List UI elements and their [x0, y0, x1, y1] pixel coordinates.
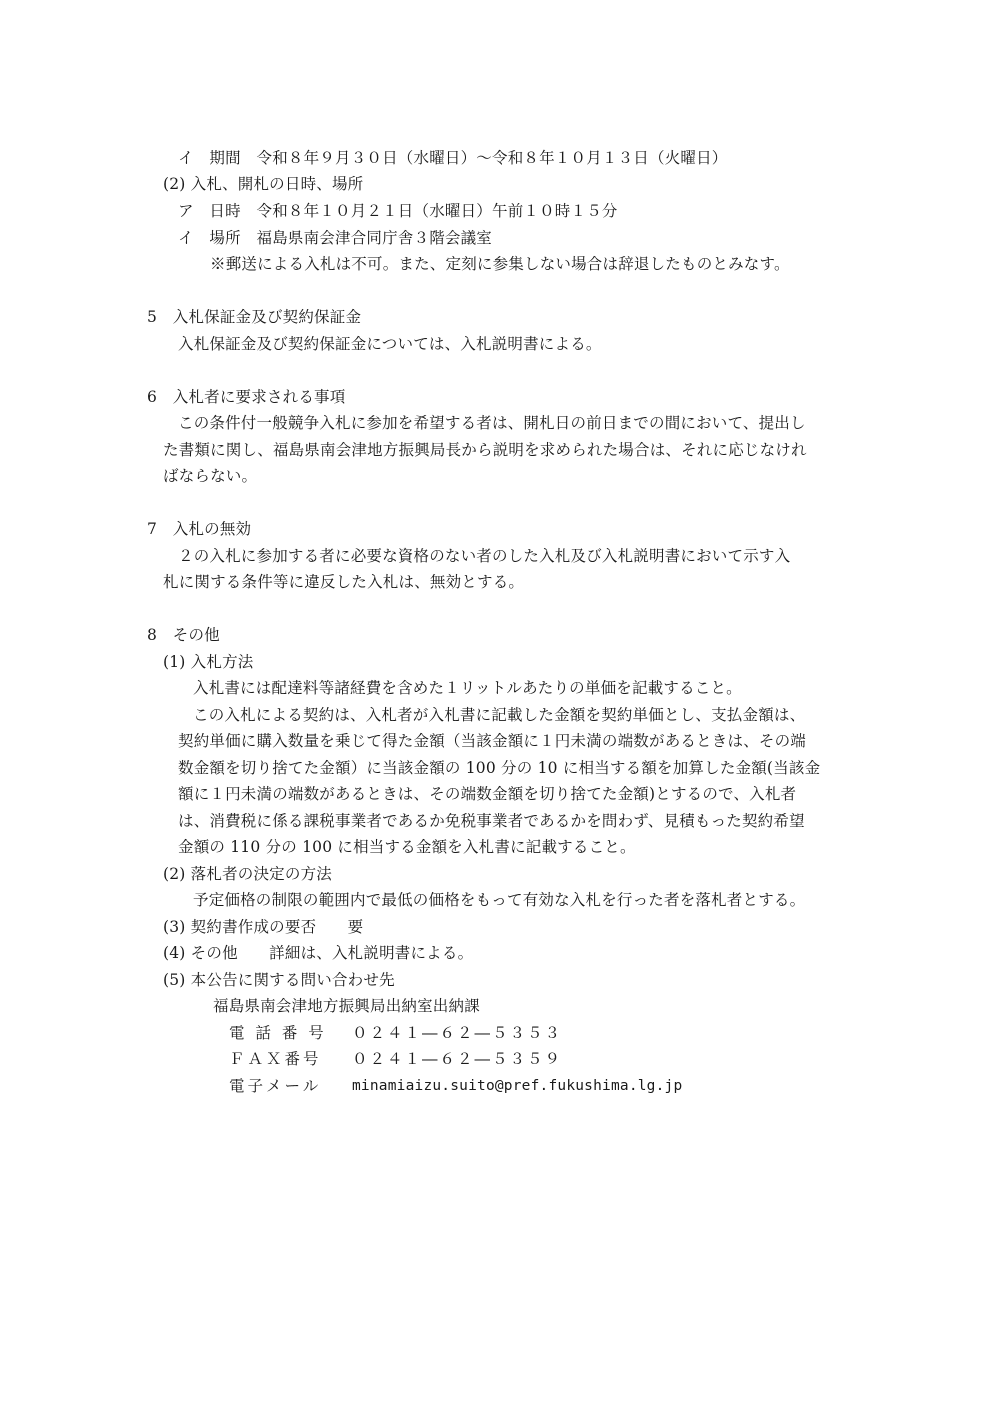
sec8-s1-p2-line-5: は、消費税に係る課税事業者であるか免税事業者であるかを問わず、見積もった契約希望 [178, 812, 805, 830]
sec8-s1-p2-line-2: 契約単価に購入数量を乗じて得た金額（当該金額に１円未満の端数があるときは、その端 [178, 732, 807, 750]
item2-datetime: ア 日時 令和８年１０月２１日（水曜日）午前１０時１５分 [178, 202, 618, 220]
item2-heading: (2) 入札、開札の日時、場所 [163, 175, 364, 193]
sec8-s4: (4) その他 詳細は、入札説明書による。 [163, 944, 474, 962]
sec5-body: 入札保証金及び契約保証金については、入札説明書による。 [178, 335, 602, 353]
sec8-s1-heading: (1) 入札方法 [163, 653, 254, 671]
sec5-heading: 5 入札保証金及び契約保証金 [147, 308, 362, 326]
sec6-line-3: ばならない。 [163, 467, 258, 485]
item2-note: ※郵送による入札は不可。また、定刻に参集しない場合は辞退したものとみなす。 [210, 255, 790, 273]
item2-place: イ 場所 福島県南会津合同庁舎３階会議室 [178, 229, 493, 247]
period-line: イ 期間 令和８年９月３０日（水曜日）～令和８年１０月１３日（火曜日） [178, 149, 728, 167]
sec7-line-2: 札に関する条件等に違反した入札は、無効とする。 [163, 573, 525, 591]
sec8-s1-p2-line-3: 数金額を切り捨てた金額）に当該金額の 100 分の 10 に相当する額を加算した金額(当該金 [178, 759, 821, 777]
contact-tel-label: 電 話 番 号 [229, 1024, 327, 1042]
sec7-line-1: ２の入札に参加する者に必要な資格のない者のした入札及び入札説明書において示す入 [178, 547, 791, 565]
sec8-s1-p2-line-6: 金額の 110 分の 100 に相当する金額を入札書に記載すること。 [178, 838, 636, 856]
contact-email-label: 電子メール [229, 1077, 322, 1095]
sec8-s1-p2-line-4: 額に１円未満の端数があるときは、その端数金額を切り捨てた金額)とするので、入札者 [178, 785, 797, 803]
sec8-s1-p2-line-1: この入札による契約は、入札者が入札書に記載した金額を契約単価とし、支払金額は、 [193, 706, 806, 724]
sec7-heading: 7 入札の無効 [147, 520, 252, 538]
sec6-heading: 6 入札者に要求される事項 [147, 388, 346, 406]
sec8-s1-p1: 入札書には配達料等諸経費を含めた１リットルあたりの単価を記載すること。 [193, 679, 742, 697]
contact-tel-value: ０２４１―６２―５３５３ [352, 1024, 563, 1042]
sec8-s2-body: 予定価格の制限の範囲内で最低の価格をもって有効な入札を行った者を落札者とする。 [193, 891, 806, 909]
contact-fax-label: ＦＡＸ番号 [229, 1050, 322, 1068]
sec8-s3: (3) 契約書作成の要否 要 [163, 918, 364, 936]
sec8-heading: 8 その他 [147, 626, 220, 644]
sec8-s5-heading: (5) 本公告に関する問い合わせ先 [163, 971, 395, 989]
contact-email-link[interactable]: minamiaizu.suito@pref.fukushima.lg.jp [352, 1078, 683, 1094]
sec6-line-1: この条件付一般競争入札に参加を希望する者は、開札日の前日までの間において、提出し [178, 414, 806, 432]
contact-fax-value: ０２４１―６２―５３５９ [352, 1050, 563, 1068]
sec8-s2-heading: (2) 落札者の決定の方法 [163, 865, 332, 883]
contact-office: 福島県南会津地方振興局出納室出納課 [213, 997, 480, 1015]
sec6-line-2: た書類に関し、福島県南会津地方振興局長から説明を求められた場合は、それに応じなけれ [163, 441, 807, 459]
